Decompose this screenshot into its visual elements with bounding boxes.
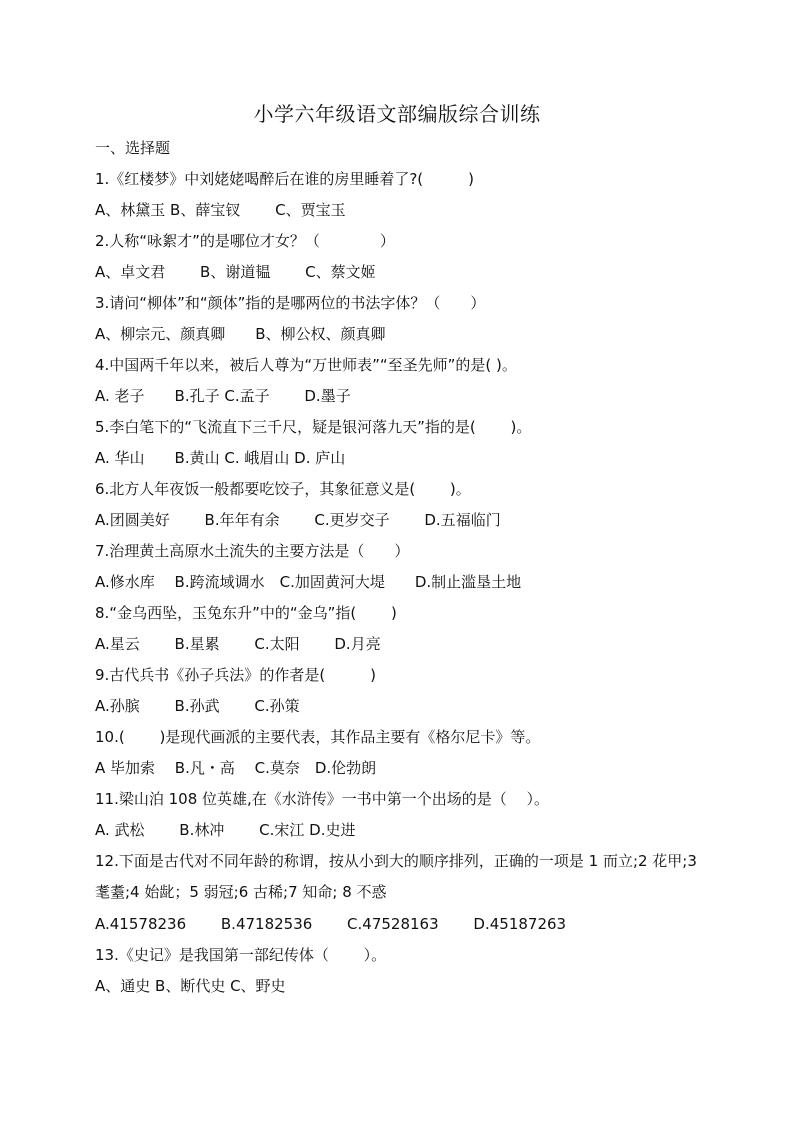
question-8: 8.“金乌西坠，玉兔东升”中的“金乌”指( ) — [95, 604, 397, 622]
options-6: A.团圆美好 B.年年有余 C.更岁交子 D.五福临门 — [95, 511, 501, 529]
options-13: A、通史 B、断代史 C、野史 — [95, 977, 286, 995]
question-list — [95, 136, 710, 1005]
options-11: A. 武松 B.林冲 C.宋江 D.史进 — [95, 821, 356, 839]
question-9: 9.古代兵书《孙子兵法》的作者是( ) — [95, 666, 377, 684]
question-7: 7.治理黄土高原水土流失的主要方法是（ ） — [95, 542, 410, 560]
page-title: 小学六年级语文部编版综合训练 — [253, 102, 541, 126]
options-12: A.41578236 B.47182536 C.47528163 D.45187263 — [95, 915, 567, 933]
options-8: A.星云 B.星累 C.太阳 D.月亮 — [95, 635, 381, 653]
question-2: 2.人称“咏絮才”的是哪位才女？（ ） — [95, 232, 395, 250]
options-10: A 毕加索 B.凡・高 C.莫奈 D.伦勃朗 — [95, 759, 377, 777]
section-heading: 一、选择题 — [95, 139, 171, 157]
question-13: 13.《史记》是我国第一部纪传体（ ）。 — [95, 946, 387, 964]
question-1: 1.《红楼梦》中刘姥姥喝醉后在谁的房里睡着了?( ) — [95, 170, 474, 188]
options-4: A. 老子 B.孔子 C.孟子 D.墨子 — [95, 387, 351, 405]
options-3: A、柳宗元、颜真卿 B、柳公权、颜真卿 — [95, 325, 386, 343]
question-12: 12.下面是古代对不同年龄的称谓，按从小到大的顺序排列，正确的一项是 1 而立;2 花甲;3 耄耋;4 始龀；5 弱冠;6 古稀;7 知命; 8 不惑 — [95, 852, 697, 901]
question-4: 4.中国两千年以来，被后人尊为“万世师表”“至圣先师”的是( )。 — [95, 356, 517, 374]
options-2: A、卓文君 B、谢道韫 C、蔡文姬 — [95, 263, 376, 281]
options-9: A.孙膑 B.孙武 C.孙策 — [95, 697, 300, 715]
options-5: A. 华山 B.黄山 C. 峨眉山 D. 庐山 — [95, 449, 346, 467]
options-1: A、林黛玉 B、薛宝钗 C、贾宝玉 — [95, 201, 346, 219]
options-7: A.修水库 B.跨流域调水 C.加固黄河大堤 D.制止滥垦土地 — [95, 573, 522, 591]
question-11: 11.梁山泊 108 位英雄,在《水浒传》一书中第一个出场的是（ ）。 — [95, 790, 550, 808]
question-10: 10.( )是现代画派的主要代表，其作品主要有《格尔尼卡》等。 — [95, 728, 541, 746]
question-6: 6.北方人年夜饭一般都要吃饺子，其象征意义是( )。 — [95, 480, 471, 498]
question-3: 3.请问“柳体”和“颜体”指的是哪两位的书法字体？（ ） — [95, 294, 486, 312]
question-5: 5.李白笔下的“飞流直下三千尺，疑是银河落九天”指的是( )。 — [95, 418, 532, 436]
